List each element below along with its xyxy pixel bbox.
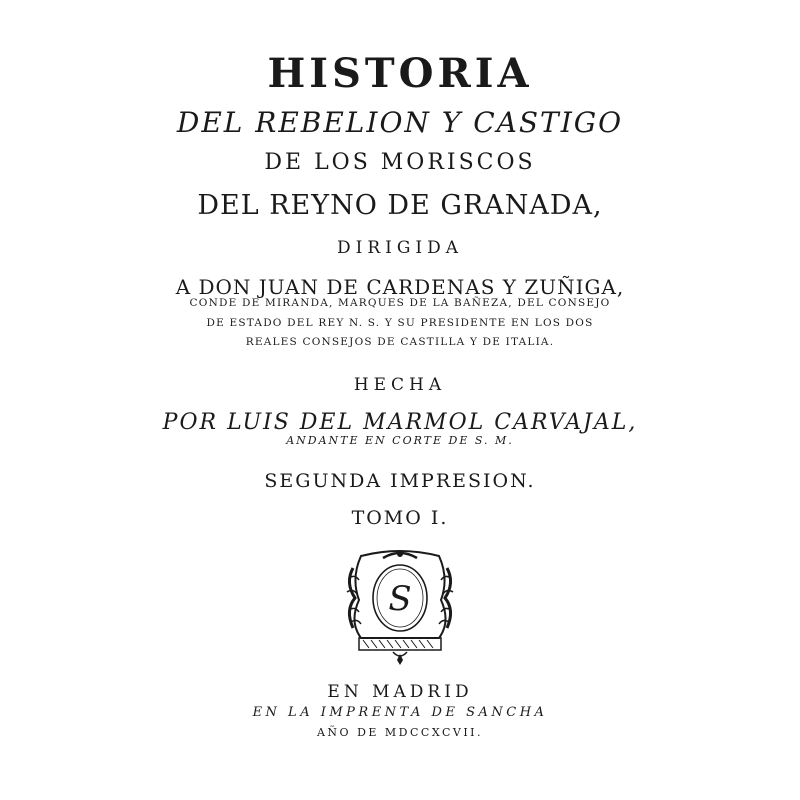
monogram-letter: S [388,579,412,619]
imprint-printer: EN LA IMPRENTA DE SANCHA [252,705,548,720]
edition-statement: SEGUNDA IMPRESION. [264,470,536,492]
subtitle-line-2: DE LOS MORISCOS [264,150,536,175]
author-name: POR LUIS DEL MARMOL CARVAJAL, [162,410,638,435]
authorship-intro: HECHA [353,375,447,395]
imprint-year: AÑO DE MDCCXCVII. [316,726,484,739]
dedicatee-titles-line-1: CONDE DE MIRANDA, MARQUES DE LA BAÑEZA, DEL CONSEJO [189,297,611,309]
imprint-city: EN MADRID [327,682,473,702]
subtitle-line-1: DEL REBELION Y CASTIGO [176,106,624,139]
dedicatee-titles-line-3: REALES CONSEJOS DE CASTILLA Y DE ITALIA. [245,336,555,348]
subtitle-line-3: DEL REYNO DE GRANADA, [197,190,603,221]
volume-number: TOMO I. [351,507,449,529]
dedicatee-titles-line-2: DE ESTADO DEL REY N. S. Y SU PRESIDENTE EN LOS DOS [206,317,594,329]
dedicatee-name: A DON JUAN DE CARDENAS Y ZUÑIGA, [175,275,625,299]
dedication-intro: DIRIGIDA [336,238,464,258]
book-title: HISTORIA [267,50,533,97]
author-role: ANDANTE EN CORTE DE S. M. [286,434,514,447]
printers-device-icon [343,548,457,666]
